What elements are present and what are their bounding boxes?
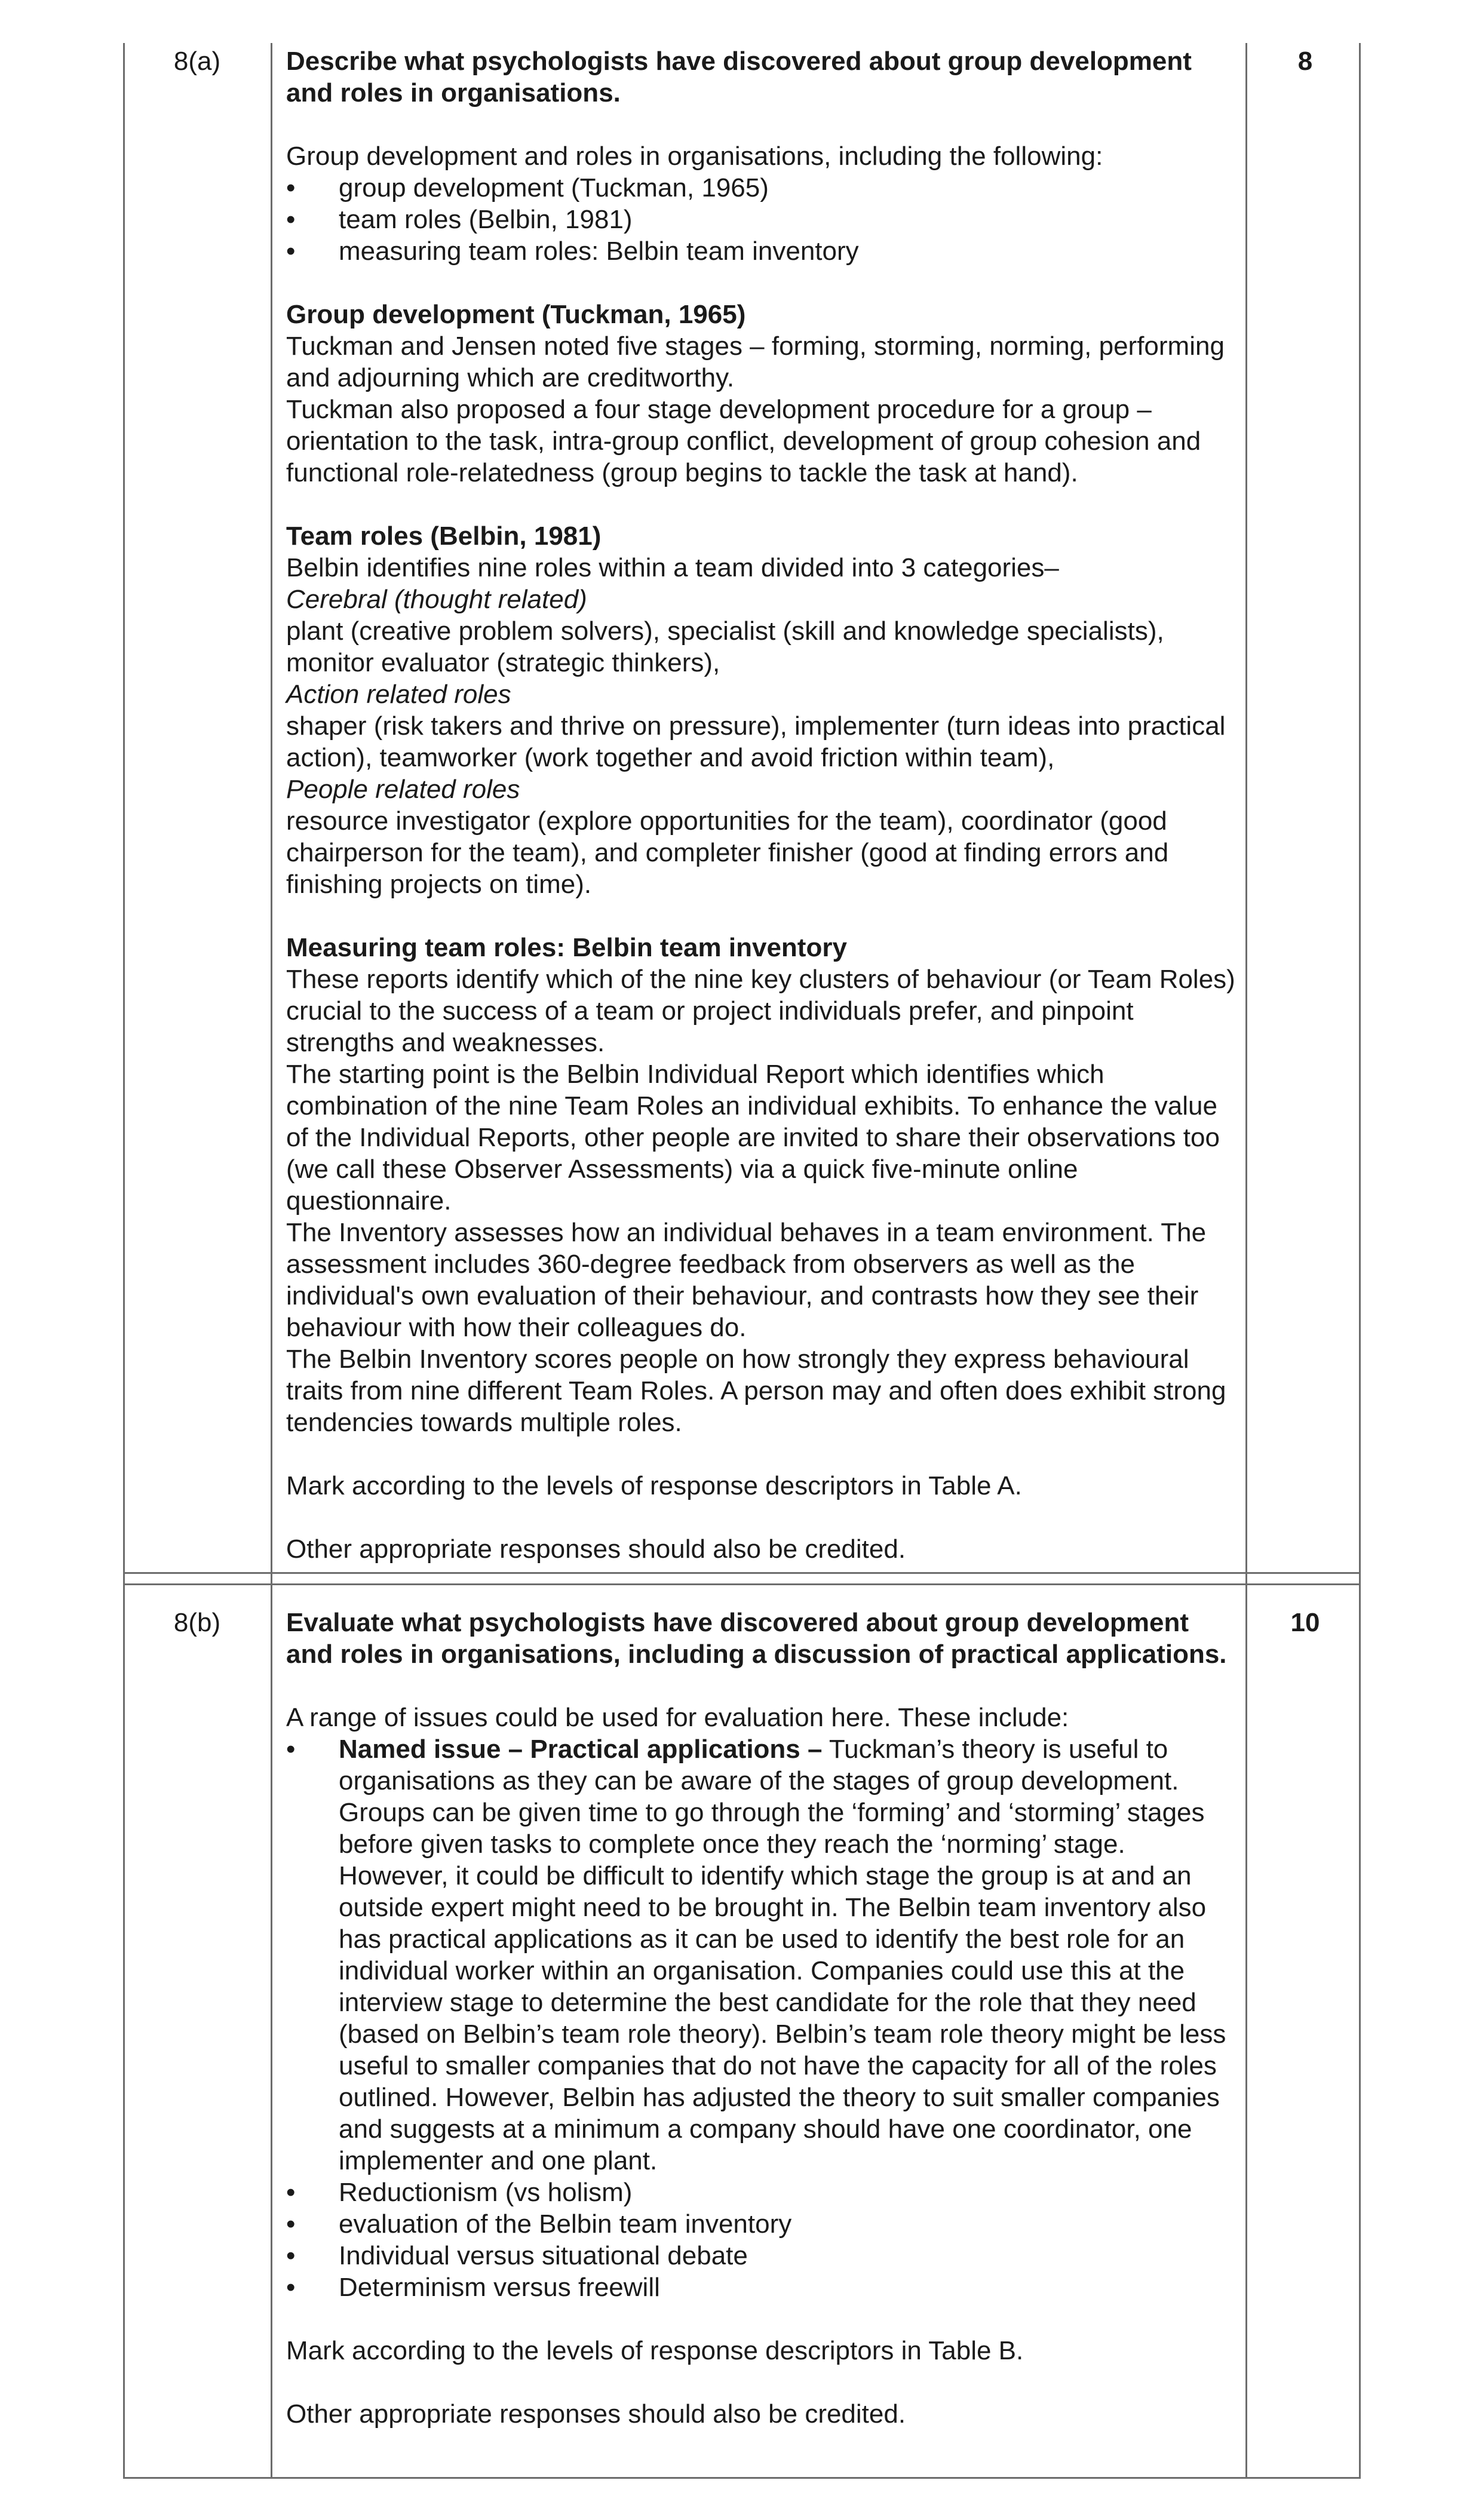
category-label: People related roles [286,775,520,804]
column-divider-question [271,43,272,2479]
paragraph: Tuckman also proposed a four stage development procedure for a group – orientation to the task, intra-group conflict, development of group cohesion and functional role-relatedness (group begins to tackle the task at hand). [286,395,1201,487]
topic-list [286,172,1242,267]
list-item: • measuring team roles: Belbin team inventory [286,235,1242,267]
paragraph: Tuckman and Jensen noted five stages – forming, storming, norming, performing and adjourning which are creditworthy. [286,332,1225,392]
question-heading: Describe what psychologists have discovered about group development and roles in organisations. [286,47,1192,108]
paragraph: These reports identify which of the nine key clusters of behaviour (or Team Roles) crucial to the success of a team or project individuals prefer, and pinpoint strengths and weaknesses. [286,965,1235,1057]
marking-note: Mark according to the levels of response descriptors in Table B. [286,2336,1024,2365]
list-item: • Determinism versus freewill [286,2272,1242,2303]
credit-note: Other appropriate responses should also be credited. [286,1534,906,1564]
question-8a-content [286,45,1242,1565]
paragraph: shaper (risk takers and thrive on pressure), implementer (turn ideas into practical action), teamworker (work together and avoid friction within team), [286,711,1226,772]
marking-note: Mark according to the levels of response descriptors in Table A. [286,1471,1022,1500]
question-marks: 8 [1297,47,1313,76]
list-item: • group development (Tuckman, 1965) [286,172,1242,204]
issue-label: Named issue – Practical applications – [339,1735,823,1764]
table-border-bottom [123,2477,1361,2479]
list-item: • Individual versus situational debate [286,2240,1242,2272]
intro-text: Group development and roles in organisations, including the following: [286,142,1103,171]
category-label: Action related roles [286,680,511,709]
paragraph: Belbin identifies nine roles within a team divided into 3 categories– [286,553,1059,582]
question-number: 8(b) [173,1608,221,1637]
paragraph: resource investigator (explore opportunities for the team), coordinator (good chairperson for the team), and completer finisher (good at finding errors and finishing projects on time). [286,806,1169,899]
section-heading: Measuring team roles: Belbin team inventory [286,933,847,962]
column-divider-marks [1245,43,1247,2479]
section-heading: Group development (Tuckman, 1965) [286,300,746,329]
list-item: • Reductionism (vs holism) [286,2177,1242,2208]
intro-text: A range of issues could be used for evaluation here. These include: [286,1703,1069,1732]
question-8b-content [286,1607,1242,2430]
issue-text: Tuckman’s theory is useful to organisations as they can be aware of the stages of group development. Groups can be given time to go through the ‘forming’ and ‘storming’ stages before given tasks to complete once they reach the ‘norming’ stage. However, it could be difficult to identify which stage the group is at and an outside expert might need to be brought in. The Belbin team inventory also has practical applications as it can be used to identify the best role for an individual worker within an organisation. Companies could use this at the interview stage to determine the best candidate for the role that they need (based on Belbin’s team role theory). Belbin’s team role theory might be less useful to smaller companies that do not have the capacity for all of the roles outlined. However, Belbin has adjusted the theory to suit smaller companies and suggests at a minimum a company should have one coordinator, one implementer and one plant. [339,1735,1226,2175]
question-marks: 10 [1290,1608,1320,1637]
row-divider-bottom [123,1583,1361,1585]
section-heading: Team roles (Belbin, 1981) [286,521,602,551]
table-border-left [123,43,125,2479]
paragraph: The Inventory assesses how an individual behaves in a team environment. The assessment includes 360-degree feedback from observers as well as the individual's own evaluation of their behaviour, and contrasts how they see their behaviour with how their colleagues do. [286,1218,1207,1342]
list-item: • evaluation of the Belbin team inventory [286,2208,1242,2240]
paragraph: The starting point is the Belbin Individual Report which identifies which combination of the nine Team Roles an individual exhibits. To enhance the value of the Individual Reports, other people are invited to share their observations too (we call these Observer Assessments) via a quick five-minute online questionnaire. [286,1060,1220,1216]
evaluation-issues-list [286,1733,1242,2303]
category-label: Cerebral (thought related) [286,585,587,614]
list-item: • team roles (Belbin, 1981) [286,204,1242,235]
table-border-right [1359,43,1361,2479]
question-number: 8(a) [173,47,221,76]
question-heading: Evaluate what psychologists have discovered about group development and roles in organisations, including a discussion of practical applications. [286,1608,1227,1669]
credit-note: Other appropriate responses should also be credited. [286,2399,906,2429]
paragraph: The Belbin Inventory scores people on how strongly they express behavioural traits from nine different Team Roles. A person may and often does exhibit strong tendencies towards multiple roles. [286,1345,1226,1437]
paragraph: plant (creative problem solvers), specialist (skill and knowledge specialists), monitor evaluator (strategic thinkers), [286,616,1164,677]
row-divider-top [123,1572,1361,1574]
list-item [286,1733,1242,2177]
